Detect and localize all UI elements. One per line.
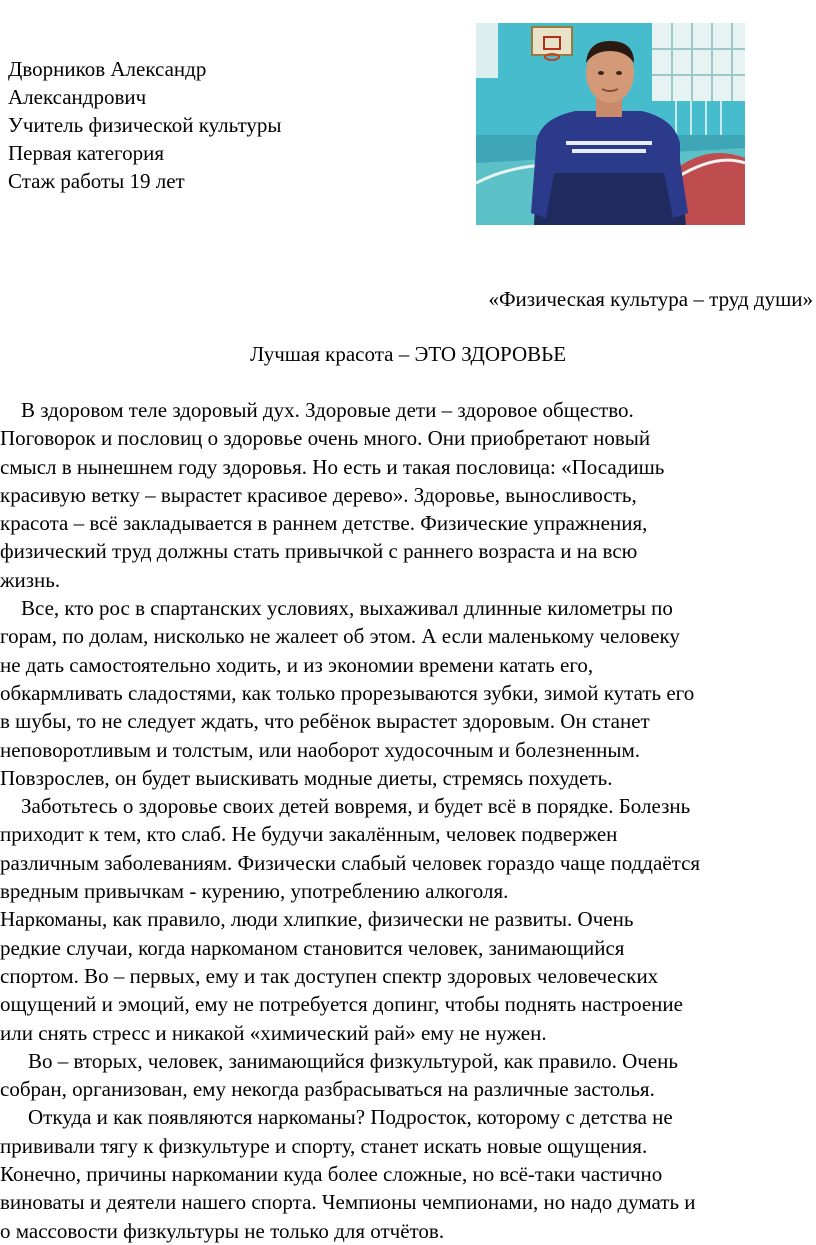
body-line: виноваты и деятели нашего спорта. Чемпионы чемпионами, но надо думать и [0,1190,696,1215]
body-line: спортом. Во – первых, ему и так доступен спектр здоровых человеческих [0,963,659,988]
body-line: неповоротливым и толстым, или наоборот худосочным и болезненным. [0,737,641,762]
body-line: прививали тягу к физкультуре и спорту, станет искать новые ощущения. [0,1133,648,1158]
body-line: Откуда и как появляются наркоманы? Подросток, которому с детства не [28,1105,673,1130]
author-name-line-2: Александрович [8,85,147,109]
body-line: красота – всё закладывается в раннем детстве. Физические упражнения, [0,511,648,536]
body-line: Повзрослев, он будет выискивать модные диеты, стремясь похудеть. [0,765,613,790]
author-photo [476,23,745,225]
body-line: собран, организован, ему некогда разбрасываться на различные застолья. [0,1077,655,1102]
body-line: Заботьтесь о здоровье своих детей вовремя, и будет всё в порядке. Болезнь [21,794,691,819]
body-line: смысл в нынешнем году здоровья. Но есть и такая пословица: «Посадишь [0,454,665,479]
body-line: обкармливать сладостями, как только прорезываются зубки, зимой кутать его [0,680,695,705]
body-line: красивую ветку – вырастет красивое дерево». Здоровье, выносливость, [0,482,637,507]
body-line: Во – вторых, человек, занимающийся физкультурой, как правило. Очень [28,1048,678,1073]
body-line: не дать самостоятельно ходить, и из экономии времени катать его, [0,652,594,677]
author-name-line-1: Дворников Александр [8,57,207,81]
body-line: ощущений и эмоций, ему не потребуется допинг, чтобы поднять настроение [0,992,683,1017]
gym-photo-illustration [476,23,745,225]
author-experience: Стаж работы 19 лет [8,169,185,193]
author-block [8,55,281,195]
body-line: о массовости физкультуры не только для отчётов. [0,1218,445,1243]
body-line: Конечно, причины наркомании куда более сложные, но всё-таки частично [0,1162,663,1187]
body-line: Наркоманы, как правило, люди хлипкие, физически не развиты. Очень [0,907,634,932]
body-line: приходит к тем, кто слаб. Не будучи закалённым, человек подвержен [0,822,618,847]
body-line: Поговорок и пословиц о здоровье очень много. Они приобретают новый [0,426,651,451]
body-line: или снять стресс и никакой «химический рай» ему не нужен. [0,1020,547,1045]
body-line: жизнь. [0,567,61,592]
body-line: В здоровом теле здоровый дух. Здоровые дети – здоровое общество. [21,398,634,422]
body-line: физический труд должны стать привычкой с раннего возраста и на всю [0,539,638,564]
author-position: Учитель физической культуры [8,113,282,137]
author-category: Первая категория [8,141,165,165]
body-line: редкие случаи, когда наркоманом становится человек, занимающийся [0,935,625,960]
body-line: в шубы, то не следует ждать, что ребёнок вырастет здоровым. Он станет [0,709,650,734]
body-line: горам, по долам, нисколько не жалеет об этом. А если маленькому человеку [0,624,680,649]
article-body [0,396,816,1245]
body-line: различным заболеваниям. Физически слабый человек гораздо чаще поддаётся [0,850,701,875]
body-line: Все, кто рос в спартанских условиях, выхаживал длинные километры по [21,596,673,621]
body-line: вредным привычкам - курению, употреблению алкоголя. [0,879,509,904]
article-subtitle: Лучшая красота – ЭТО ЗДОРОВЬЕ [249,342,567,366]
motto: «Физическая культура – труд души» [488,287,813,311]
